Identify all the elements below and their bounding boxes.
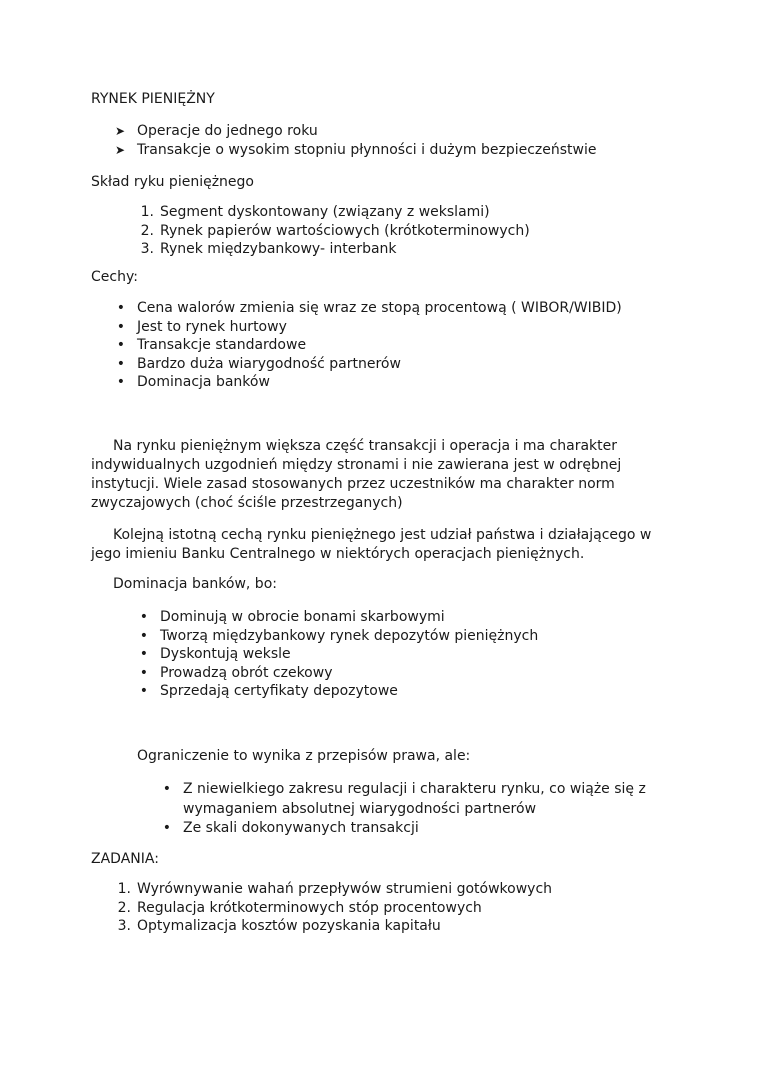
list-item: • Bardzo duża wiarygodność partnerów	[137, 355, 622, 374]
bullet-icon: •	[139, 646, 148, 662]
list-item: • Ze skali dokonywanych transakcji	[183, 819, 653, 838]
arrow-bullet-icon: ➤	[114, 142, 125, 157]
list-item: • Cena walorów zmienia się wraz ze stopą procentową ( WIBOR/WIBID)	[137, 299, 622, 318]
list-item: • Sprzedają certyfikaty depozytowe	[160, 682, 538, 701]
bullet-icon: •	[116, 318, 125, 335]
list-item: 3. Rynek międzybankowy- interbank	[140, 241, 397, 257]
paragraph: Na rynku pieniężnym większa część transakcji i operacja i ma charakter indywidualnych uzgodnień między stronami i nie zawierana jest w odrębnej instytucji. Wiele zasad stosowanych przez uczestników ma charakter norm zwyczajowych (choć ściśle przestrzeganych)	[91, 438, 622, 511]
document-title: RYNEK PIENIĘŻNY	[91, 91, 215, 107]
list-item: • Jest to rynek hurtowy	[137, 318, 622, 337]
zadania-list	[117, 880, 553, 936]
list-item: 1. Wyrównywanie wahań przepływów strumieni gotówkowych	[117, 881, 553, 897]
list-item: ➤ Transakcje o wysokim stopniu płynności i dużym bezpieczeństwie	[137, 141, 596, 160]
intro-list	[114, 122, 597, 159]
bullet-icon: •	[116, 355, 125, 372]
bullet-icon: •	[139, 627, 148, 644]
ograniczenie-heading: Ograniczenie to wynika z przepisów prawa, ale:	[137, 748, 471, 764]
bullet-icon: •	[162, 820, 171, 836]
cechy-list	[116, 299, 622, 392]
bullet-icon: •	[139, 664, 148, 681]
dominacja-heading: Dominacja banków, bo:	[113, 576, 277, 592]
bullet-icon: •	[139, 683, 148, 699]
dominacja-list	[139, 608, 539, 701]
list-item: • Dominują w obrocie bonami skarbowymi	[160, 608, 538, 627]
paragraph: Kolejną istotną cechą rynku pieniężnego jest udział państwa i działającego w jego imieniu Banku Centralnego w niektórych operacjach pieniężnych.	[91, 527, 652, 562]
bullet-icon: •	[116, 374, 125, 390]
list-item: 3. Optymalizacja kosztów pozyskania kapitału	[117, 918, 441, 934]
list-item: 2. Regulacja krótkoterminowych stóp procentowych	[117, 899, 482, 916]
bullet-icon: •	[139, 609, 148, 625]
sklad-list	[140, 203, 530, 259]
list-item: • Transakcje standardowe	[137, 336, 622, 355]
list-item: 1. Segment dyskontowany (związany z wekslami)	[140, 204, 490, 220]
list-item: ➤ Operacje do jednego roku	[137, 122, 596, 141]
bullet-icon: •	[116, 337, 125, 353]
list-item: 2. Rynek papierów wartościowych (krótkoterminowych)	[140, 222, 530, 239]
bullet-icon: •	[116, 300, 125, 316]
list-item: • Tworzą międzybankowy rynek depozytów pieniężnych	[160, 627, 538, 646]
zadania-heading: ZADANIA:	[91, 851, 159, 867]
arrow-bullet-icon: ➤	[114, 124, 125, 138]
list-item: • Prowadzą obrót czekowy	[160, 664, 538, 683]
sklad-heading: Skład ryku pieniężnego	[91, 174, 254, 190]
list-item: • Z niewielkiego zakresu regulacji i charakteru rynku, co wiąże się z wymaganiem absolutnej wiarygodności partnerów	[183, 779, 653, 819]
list-item: • Dominacja banków	[137, 373, 622, 392]
ograniczenie-list	[162, 779, 653, 838]
cechy-heading: Cechy:	[91, 269, 138, 285]
list-item: • Dyskontują weksle	[160, 645, 538, 664]
bullet-icon: •	[162, 781, 171, 797]
